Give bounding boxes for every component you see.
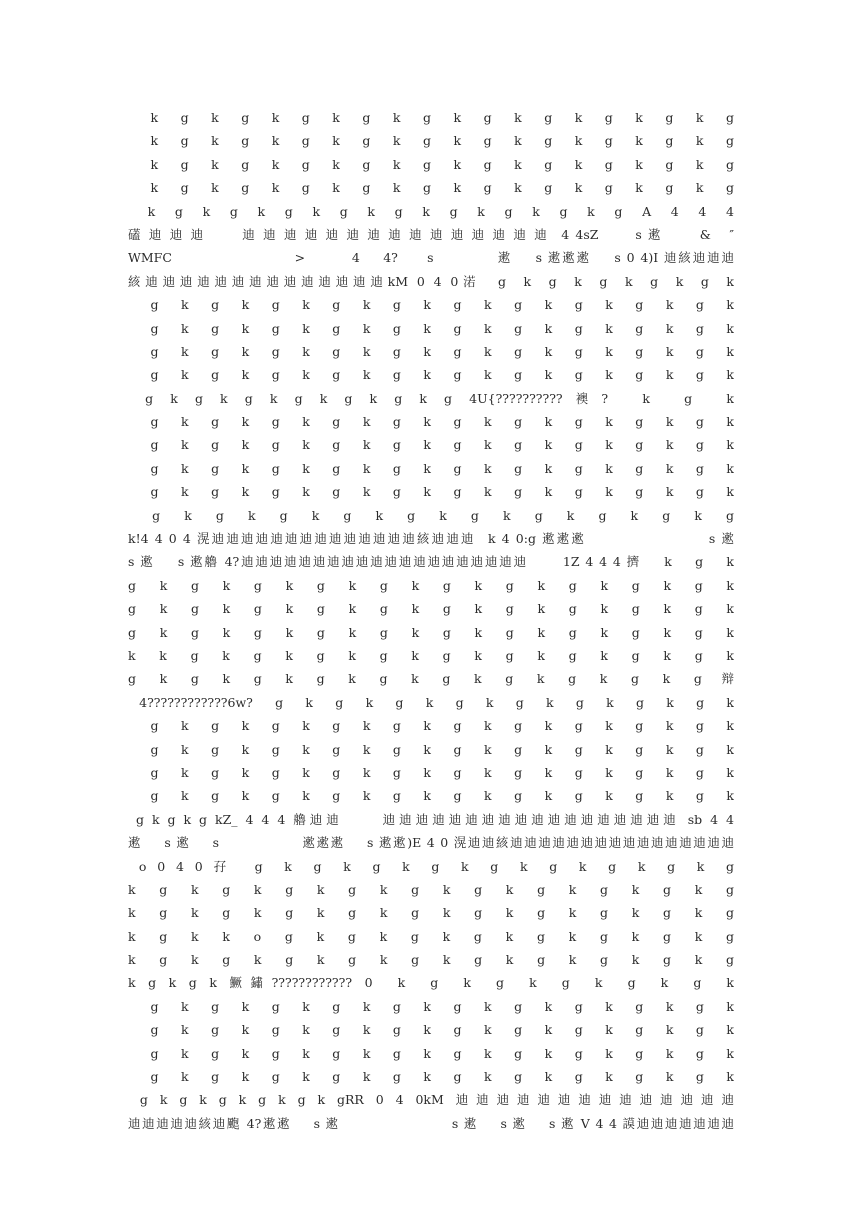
text-line: g k g k g k g k g k g k g k g k g k g k <box>128 297 734 313</box>
text-line: k g k g k g k g k g k g k g k g k g k g <box>128 156 734 172</box>
text-line: 絯迪迪迪迪迪迪迪迪迪迪迪迪迪迪kM 0 4 0渃 g k g k g k g k g k <box>128 273 734 289</box>
text-line: g k g k g k g k g k g k g k g k g k g k <box>128 718 734 734</box>
text-line: s 遬 s 遬艪 4?迪迪迪迪迪迪迪迪迪迪迪迪迪迪迪迪迪迪迪迪 1Z 4 4 4 擠 k g k <box>128 554 734 570</box>
text-line: k g k g k 鱖鏽???????????? 0 k g k g k g k g k g k <box>128 975 734 991</box>
text-line: k g k g k g k g k g k g k g k g k g k g <box>128 133 734 149</box>
text-line: 4????????????6w? g k g k g k g k g k g k g k g k <box>128 694 734 710</box>
text-line: g k g k g k g k g k g k g k g k g k g k <box>128 460 734 476</box>
text-line: k g k g k g k g k g k g k g k g k g k g <box>128 905 734 921</box>
text-line: g k g k g k g k g k g k g k g k g k g k <box>128 1022 734 1038</box>
text-line: g k g k g k g k g k g k g k g k g k g k <box>128 741 734 757</box>
text-line: k g k k o g k g k g k g k g k g k g k g <box>128 928 734 944</box>
text-line: k g k g k g k g k g k g k g k g k g k g <box>128 110 734 125</box>
text-line: g k g k g k g k g k g k g k g k g k g k <box>128 437 734 453</box>
text-line: g k g k g k g k g k g k g k g k g k g k <box>128 320 734 336</box>
text-line: g k g k g k g k g k g k g k g k g k g k <box>128 788 734 804</box>
text-line: g k g k g kZ_ 4 4 4 艪迪迪 迪迪迪迪迪迪迪迪迪迪迪迪迪迪迪迪迪迪 sb 4 4 <box>128 811 734 827</box>
text-line: k g k g k g k g k g k g k g k g k g k g <box>128 952 734 968</box>
text-line: WMFC > 4 4? s 遬 s 遬遬遬 s 0 4)I 迪絯迪迪迪 <box>128 250 734 266</box>
text-line: 遬 s 遬 s 遬遬遬 s 遬遬)E 4 0 滉迪迪絯迪迪迪迪迪迪迪迪迪迪迪迪迪迪迪迪 <box>128 835 734 851</box>
text-line: g k g k g k g k g k g k g k g k g k g k <box>128 624 734 640</box>
text-line: g k g k g k g k g k g k g k g k g k g辩 <box>128 671 734 687</box>
text-line: g k g k g k g k g k g k g k g k g k g k <box>128 414 734 430</box>
text-line: g k g k g k g k g k g k g k g k g k g k <box>128 1045 734 1061</box>
text-line: g k g k g k g k g k g k g 4U{??????????襖? k g k <box>128 390 734 406</box>
text-line: g k g k g k g k g k g k g k g k g k g k <box>128 577 734 593</box>
text-line: 迪迪迪迪迪絯迪颮 4?遬遬 s 遬 s 遬 s 遬 s 遬 V 4 4 謨迪迪迪迪迪迪迪 <box>128 1115 734 1131</box>
text-line: 礚 迪 迪 迪 迪 迪 迪 迪 迪 迪 迪 迪 迪 迪 迪 迪 迪 迪 迪 4 4sZ s 遬 & ″ <box>128 226 734 242</box>
text-line: k!4 4 0 4 滉迪迪迪迪迪迪迪迪迪迪迪迪迪迪絯迪迪迪 k 4 0:g 遬遬遬 s 遬 <box>128 531 734 547</box>
text-line: k g k g k g k g k g k g k g k g k g k g <box>128 881 734 897</box>
garbled-text-block <box>128 106 734 1135</box>
text-line: g k g k g k g k g k g k g k g k g k g k <box>128 343 734 359</box>
text-line: g k g k g k g k g k g k g k g k g k g k <box>128 601 734 617</box>
text-line: g k g k g k g k g k g k g k g k g k g k <box>128 1069 734 1085</box>
text-line: o 0 4 0 孖 g k g k g k g k g k g k g k g k g <box>128 858 734 874</box>
text-line: k g k g k g k g k g k g k g k g k g A 4 4 4 <box>128 203 734 219</box>
text-line: g k g k g k g k g k g k g k g k g k g k <box>128 484 734 500</box>
text-line: g k g k g k g k g k g k g k g k g k g k <box>128 764 734 780</box>
text-line: k g k g k g k g k g k g k g k g k g k g <box>128 180 734 196</box>
text-line: k k g k g k g k g k g k g k g k g k g k <box>128 647 734 663</box>
text-line: g k g k g k g k g k g k g k g k g k g k <box>128 998 734 1014</box>
text-line: g k g k g k g k g k gRR 0 4 0kM 迪迪迪迪迪迪迪迪迪迪迪迪迪迪 <box>128 1092 734 1108</box>
text-line: g k g k g k g k g k g k g k g k g k g <box>128 507 734 523</box>
text-line: g k g k g k g k g k g k g k g k g k g k <box>128 367 734 383</box>
